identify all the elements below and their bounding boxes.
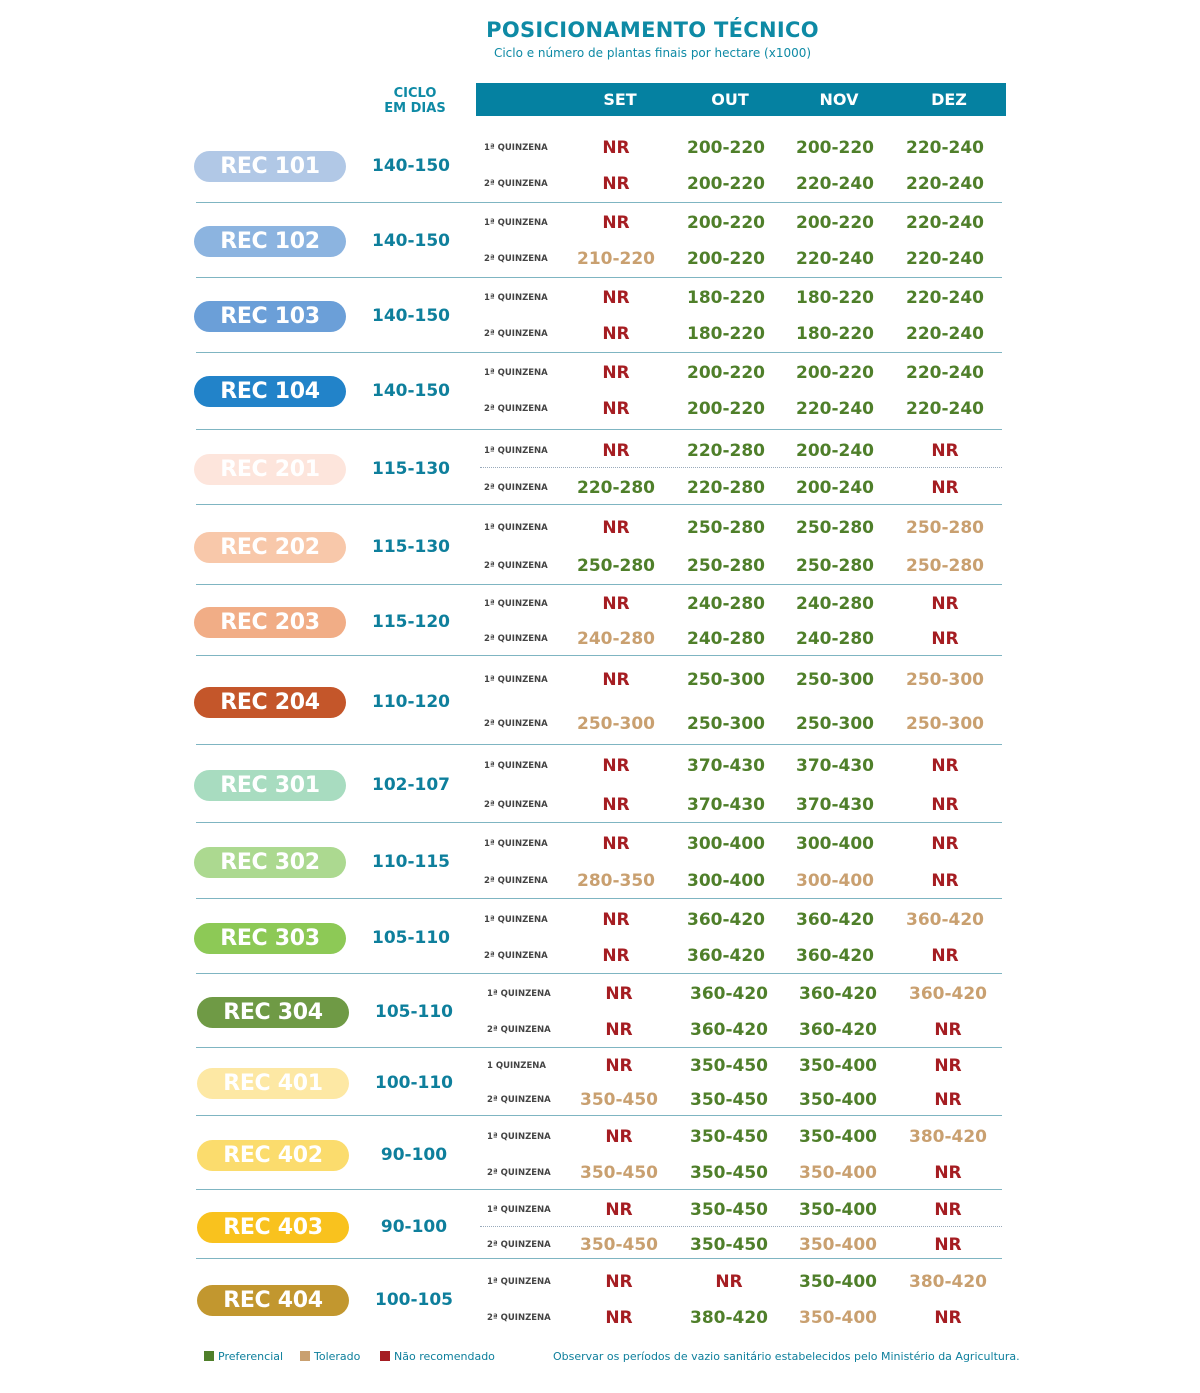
density-cell: 180-220 <box>686 287 766 308</box>
quinzena-label-1: 1ª QUINZENA <box>487 988 551 999</box>
density-cell: 250-300 <box>686 713 766 734</box>
density-cell: NR <box>931 478 959 498</box>
quinzena-label-2: 2ª QUINZENA <box>484 561 548 572</box>
page-title: POSICIONAMENTO TÉCNICO <box>486 18 819 42</box>
hybrid-pill: REC 104 <box>194 376 346 407</box>
hybrid-row <box>0 508 1200 587</box>
density-cell: 350-450 <box>689 1163 769 1184</box>
density-cell: 210-220 <box>576 249 656 270</box>
quinzena-label-2: 2ª QUINZENA <box>487 1313 551 1324</box>
quinzena-label-2: 2ª QUINZENA <box>484 483 548 493</box>
density-cell: NR <box>934 1163 962 1184</box>
row-divider <box>196 352 1002 353</box>
density-cell: 220-240 <box>905 399 985 420</box>
quinzena-label-2: 2ª QUINZENA <box>487 1168 551 1179</box>
density-cell: NR <box>931 871 959 891</box>
hybrid-row <box>0 901 1200 976</box>
density-cell: 250-280 <box>686 556 766 577</box>
footnote: Observar os períodos de vazio sanitário estabelecidos pelo Ministério da Agricultura. <box>553 1350 1020 1363</box>
density-cell: 180-220 <box>795 287 875 308</box>
density-cell: 280-350 <box>576 871 656 891</box>
density-cell: 300-400 <box>686 871 766 891</box>
hybrid-row <box>0 1263 1200 1338</box>
density-cell: 250-300 <box>686 670 766 691</box>
density-cell: NR <box>934 1089 962 1110</box>
density-cell: 360-420 <box>798 1019 878 1040</box>
row-divider <box>196 1258 1002 1259</box>
density-cell: 200-220 <box>686 174 766 195</box>
density-cell: 200-220 <box>795 362 875 383</box>
hybrid-cycle: 90-100 <box>380 1217 448 1237</box>
hybrid-row <box>0 976 1200 1049</box>
density-cell: 240-280 <box>686 594 766 615</box>
density-cell: 220-280 <box>686 440 766 461</box>
hybrid-pill: REC 201 <box>194 454 346 485</box>
density-cell: NR <box>934 1019 962 1040</box>
hybrid-cycle: 140-150 <box>371 380 451 401</box>
density-cell: 350-400 <box>798 1089 878 1110</box>
density-cell: NR <box>602 324 630 345</box>
quinzena-label-1: 1ª QUINZENA <box>484 445 548 456</box>
density-cell: 180-220 <box>686 324 766 345</box>
density-cell: 200-240 <box>795 478 875 498</box>
legend-tolerado <box>300 1350 360 1363</box>
density-cell: 200-220 <box>686 362 766 383</box>
hybrid-pill: REC 401 <box>197 1068 349 1099</box>
density-cell: 300-400 <box>795 833 875 854</box>
quinzena-label-2: 2ª QUINZENA <box>484 179 548 190</box>
quinzena-label-1: 1ª QUINZENA <box>484 367 548 378</box>
density-cell: 350-450 <box>689 1055 769 1076</box>
density-cell: NR <box>931 946 959 967</box>
density-cell: 360-420 <box>795 909 875 930</box>
quinzena-label-2: 2ª QUINZENA <box>484 799 548 810</box>
hybrid-pill: REC 101 <box>194 151 346 182</box>
density-cell: 350-400 <box>798 1271 878 1292</box>
density-cell: NR <box>602 399 630 420</box>
quinzena-label-1: 1ª QUINZENA <box>484 142 548 153</box>
density-cell: 350-400 <box>798 1308 878 1329</box>
density-cell: 220-240 <box>905 249 985 270</box>
density-cell: 360-420 <box>905 909 985 930</box>
quinzena-label-1: 1ª QUINZENA <box>484 914 548 925</box>
hybrid-pill: REC 302 <box>194 847 346 878</box>
hybrid-cycle: 102-107 <box>371 775 451 795</box>
hybrid-cycle: 100-110 <box>374 1072 454 1093</box>
density-cell: 220-240 <box>905 137 985 158</box>
hybrid-pill: REC 403 <box>197 1212 349 1243</box>
density-cell: NR <box>605 1055 633 1076</box>
density-cell: 250-280 <box>576 556 656 577</box>
density-cell: NR <box>934 1055 962 1076</box>
quinzena-divider <box>480 467 1002 468</box>
density-cell: 220-240 <box>905 324 985 345</box>
legend-swatch-nao-recomendado <box>380 1351 390 1361</box>
quinzena-label-1: 1ª QUINZENA <box>484 217 548 228</box>
hybrid-cycle: 105-110 <box>371 927 451 948</box>
hybrid-pill: REC 204 <box>194 687 346 718</box>
density-cell: 350-450 <box>579 1163 659 1184</box>
density-cell: 350-450 <box>689 1126 769 1147</box>
density-cell: NR <box>931 756 959 777</box>
hybrid-cycle: 110-115 <box>371 852 451 872</box>
density-cell: NR <box>602 670 630 691</box>
density-cell: NR <box>602 440 630 461</box>
hybrid-row <box>0 747 1200 825</box>
row-divider <box>196 1115 1002 1116</box>
hybrid-cycle: 140-150 <box>371 155 451 176</box>
density-cell: 220-240 <box>905 362 985 383</box>
hybrid-row <box>0 1049 1200 1118</box>
legend-preferencial <box>204 1350 283 1363</box>
density-cell: 350-400 <box>798 1055 878 1076</box>
hybrid-row <box>0 354 1200 429</box>
density-cell: 360-420 <box>908 983 988 1004</box>
hybrid-row <box>0 1193 1200 1263</box>
density-cell: 250-280 <box>795 556 875 577</box>
density-cell: NR <box>602 137 630 158</box>
row-divider <box>196 1047 1002 1048</box>
density-cell: 220-280 <box>686 478 766 498</box>
hybrid-cycle: 110-120 <box>371 691 451 712</box>
quinzena-label-1: 1ª QUINZENA <box>484 292 548 303</box>
hybrid-cycle: 100-105 <box>374 1289 454 1310</box>
density-cell: 360-420 <box>795 946 875 967</box>
density-cell: 220-240 <box>795 249 875 270</box>
density-cell: NR <box>602 909 630 930</box>
quinzena-label-2: 2ª QUINZENA <box>484 951 548 962</box>
density-cell: NR <box>931 629 959 650</box>
density-cell: 370-430 <box>686 794 766 815</box>
row-divider <box>196 898 1002 899</box>
quinzena-label-1: 1ª QUINZENA <box>487 1205 551 1216</box>
density-cell: 200-240 <box>795 440 875 461</box>
density-cell: NR <box>602 517 630 538</box>
row-divider <box>196 1189 1002 1190</box>
hybrid-row <box>0 587 1200 658</box>
density-cell: NR <box>602 287 630 308</box>
density-cell: 200-220 <box>686 399 766 420</box>
density-cell: NR <box>934 1200 962 1221</box>
density-cell: 370-430 <box>686 756 766 777</box>
row-divider <box>196 822 1002 823</box>
quinzena-label-2: 2ª QUINZENA <box>484 634 548 645</box>
hybrid-row <box>0 658 1200 747</box>
density-cell: 370-430 <box>795 794 875 815</box>
density-cell: 360-420 <box>686 909 766 930</box>
density-cell: 250-280 <box>905 517 985 538</box>
density-cell: NR <box>934 1308 962 1329</box>
density-cell: 380-420 <box>689 1308 769 1329</box>
density-cell: NR <box>715 1271 743 1292</box>
density-cell: NR <box>602 174 630 195</box>
quinzena-label-1: 1ª QUINZENA <box>484 761 548 772</box>
month-header-set: SET <box>603 90 637 109</box>
hybrid-row <box>0 432 1200 508</box>
quinzena-divider <box>480 1226 1002 1227</box>
hybrid-row <box>0 825 1200 901</box>
density-cell: 350-400 <box>798 1126 878 1147</box>
quinzena-label-2: 2ª QUINZENA <box>484 254 548 265</box>
hybrid-pill: REC 404 <box>197 1285 349 1316</box>
quinzena-label-1: 1ª QUINZENA <box>487 1131 551 1142</box>
density-cell: NR <box>605 1271 633 1292</box>
density-cell: 250-300 <box>795 670 875 691</box>
hybrid-pill: REC 102 <box>194 226 346 257</box>
density-cell: 250-300 <box>905 670 985 691</box>
density-cell: NR <box>602 833 630 854</box>
density-cell: 240-280 <box>795 594 875 615</box>
density-cell: NR <box>605 1308 633 1329</box>
density-cell: 350-400 <box>798 1163 878 1184</box>
density-cell: 240-280 <box>795 629 875 650</box>
row-divider <box>196 429 1002 430</box>
density-cell: NR <box>602 212 630 233</box>
density-cell: 360-420 <box>686 946 766 967</box>
cycle-column-header <box>370 86 460 116</box>
density-cell: NR <box>934 1234 962 1255</box>
density-cell: 240-280 <box>686 629 766 650</box>
density-cell: 350-450 <box>579 1089 659 1110</box>
quinzena-label-1: 1 QUINZENA <box>487 1060 546 1071</box>
density-cell: 250-300 <box>905 713 985 734</box>
hybrid-pill: REC 202 <box>194 532 346 563</box>
hybrid-pill: REC 303 <box>194 923 346 954</box>
density-cell: 250-280 <box>905 556 985 577</box>
month-header-dez: DEZ <box>931 90 967 109</box>
quinzena-label-2: 2ª QUINZENA <box>484 329 548 340</box>
density-cell: NR <box>931 833 959 854</box>
density-cell: 350-450 <box>689 1089 769 1110</box>
hybrid-cycle: 115-120 <box>371 611 451 632</box>
density-cell: 180-220 <box>795 324 875 345</box>
density-cell: 220-240 <box>795 399 875 420</box>
density-cell: 220-240 <box>795 174 875 195</box>
hybrid-pill: REC 304 <box>197 997 349 1028</box>
row-divider <box>196 655 1002 656</box>
hybrid-cycle: 140-150 <box>371 230 451 251</box>
density-cell: NR <box>931 594 959 615</box>
hybrid-row <box>0 204 1200 279</box>
hybrid-pill: REC 203 <box>194 607 346 638</box>
month-header-bar <box>476 83 1006 116</box>
legend-nao-recomendado <box>380 1350 495 1363</box>
quinzena-label-2: 2ª QUINZENA <box>487 1024 551 1035</box>
density-cell: 220-240 <box>905 287 985 308</box>
density-cell: 360-420 <box>689 1019 769 1040</box>
row-divider <box>196 584 1002 585</box>
density-cell: 250-300 <box>576 713 656 734</box>
hybrid-row <box>0 129 1200 204</box>
density-cell: 250-300 <box>795 713 875 734</box>
month-header-nov: NOV <box>819 90 859 109</box>
density-cell: 200-220 <box>686 249 766 270</box>
row-divider <box>196 202 1002 203</box>
hybrid-cycle: 115-130 <box>371 536 451 557</box>
density-cell: 200-220 <box>686 137 766 158</box>
row-divider <box>196 277 1002 278</box>
density-cell: NR <box>602 362 630 383</box>
density-cell: 240-280 <box>576 629 656 650</box>
cycle-header-line1: CICLO <box>393 86 437 101</box>
quinzena-label-2: 2ª QUINZENA <box>484 718 548 729</box>
density-cell: 200-220 <box>795 212 875 233</box>
page-subtitle: Ciclo e número de plantas finais por hectare (x1000) <box>493 46 812 60</box>
legend-label-tolerado: Tolerado <box>314 1350 361 1363</box>
legend-swatch-tolerado <box>300 1351 310 1361</box>
density-cell: 250-280 <box>795 517 875 538</box>
density-cell: 350-400 <box>798 1200 878 1221</box>
density-cell: NR <box>931 794 959 815</box>
density-cell: 380-420 <box>908 1126 988 1147</box>
hybrid-pill: REC 402 <box>197 1140 349 1171</box>
quinzena-label-1: 1ª QUINZENA <box>487 1276 551 1287</box>
hybrid-cycle: 115-130 <box>371 459 451 479</box>
quinzena-label-1: 1ª QUINZENA <box>484 599 548 610</box>
density-cell: NR <box>602 594 630 615</box>
density-cell: NR <box>605 1019 633 1040</box>
density-cell: 350-400 <box>798 1234 878 1255</box>
hybrid-pill: REC 103 <box>194 301 346 332</box>
row-divider <box>196 504 1002 505</box>
density-cell: 300-400 <box>686 833 766 854</box>
density-cell: 360-420 <box>798 983 878 1004</box>
density-cell: NR <box>602 756 630 777</box>
density-cell: 350-450 <box>689 1234 769 1255</box>
density-cell: 250-280 <box>686 517 766 538</box>
quinzena-label-2: 2ª QUINZENA <box>484 404 548 415</box>
density-cell: NR <box>605 1126 633 1147</box>
hybrid-cycle: 140-150 <box>371 305 451 326</box>
month-header-out: OUT <box>711 90 749 109</box>
quinzena-label-2: 2ª QUINZENA <box>487 1094 551 1105</box>
quinzena-label-1: 1ª QUINZENA <box>484 838 548 849</box>
quinzena-label-2: 2ª QUINZENA <box>487 1239 551 1250</box>
density-cell: NR <box>602 946 630 967</box>
density-cell: 350-450 <box>689 1200 769 1221</box>
hybrid-pill: REC 301 <box>194 770 346 801</box>
density-cell: 220-280 <box>576 478 656 498</box>
density-cell: NR <box>605 983 633 1004</box>
density-cell: 380-420 <box>908 1271 988 1292</box>
hybrid-cycle: 90-100 <box>380 1144 448 1165</box>
hybrid-row <box>0 279 1200 354</box>
row-divider <box>196 744 1002 745</box>
density-cell: 200-220 <box>795 137 875 158</box>
density-cell: NR <box>931 440 959 461</box>
density-cell: 220-240 <box>905 174 985 195</box>
density-cell: NR <box>605 1200 633 1221</box>
hybrid-cycle: 105-110 <box>374 1001 454 1022</box>
legend-label-nao-recomendado: Não recomendado <box>394 1350 495 1363</box>
quinzena-label-1: 1ª QUINZENA <box>484 675 548 686</box>
hybrid-row <box>0 1118 1200 1193</box>
density-cell: 360-420 <box>689 983 769 1004</box>
row-divider <box>196 973 1002 974</box>
legend-swatch-preferencial <box>204 1351 214 1361</box>
quinzena-label-1: 1ª QUINZENA <box>484 522 548 533</box>
density-cell: 220-240 <box>905 212 985 233</box>
cycle-header-line2: EM DIAS <box>384 101 446 116</box>
density-cell: NR <box>602 794 630 815</box>
density-cell: 300-400 <box>795 871 875 891</box>
density-cell: 200-220 <box>686 212 766 233</box>
quinzena-label-2: 2ª QUINZENA <box>484 876 548 886</box>
legend-label-preferencial: Preferencial <box>218 1350 284 1363</box>
density-cell: 350-450 <box>579 1234 659 1255</box>
density-cell: 370-430 <box>795 756 875 777</box>
